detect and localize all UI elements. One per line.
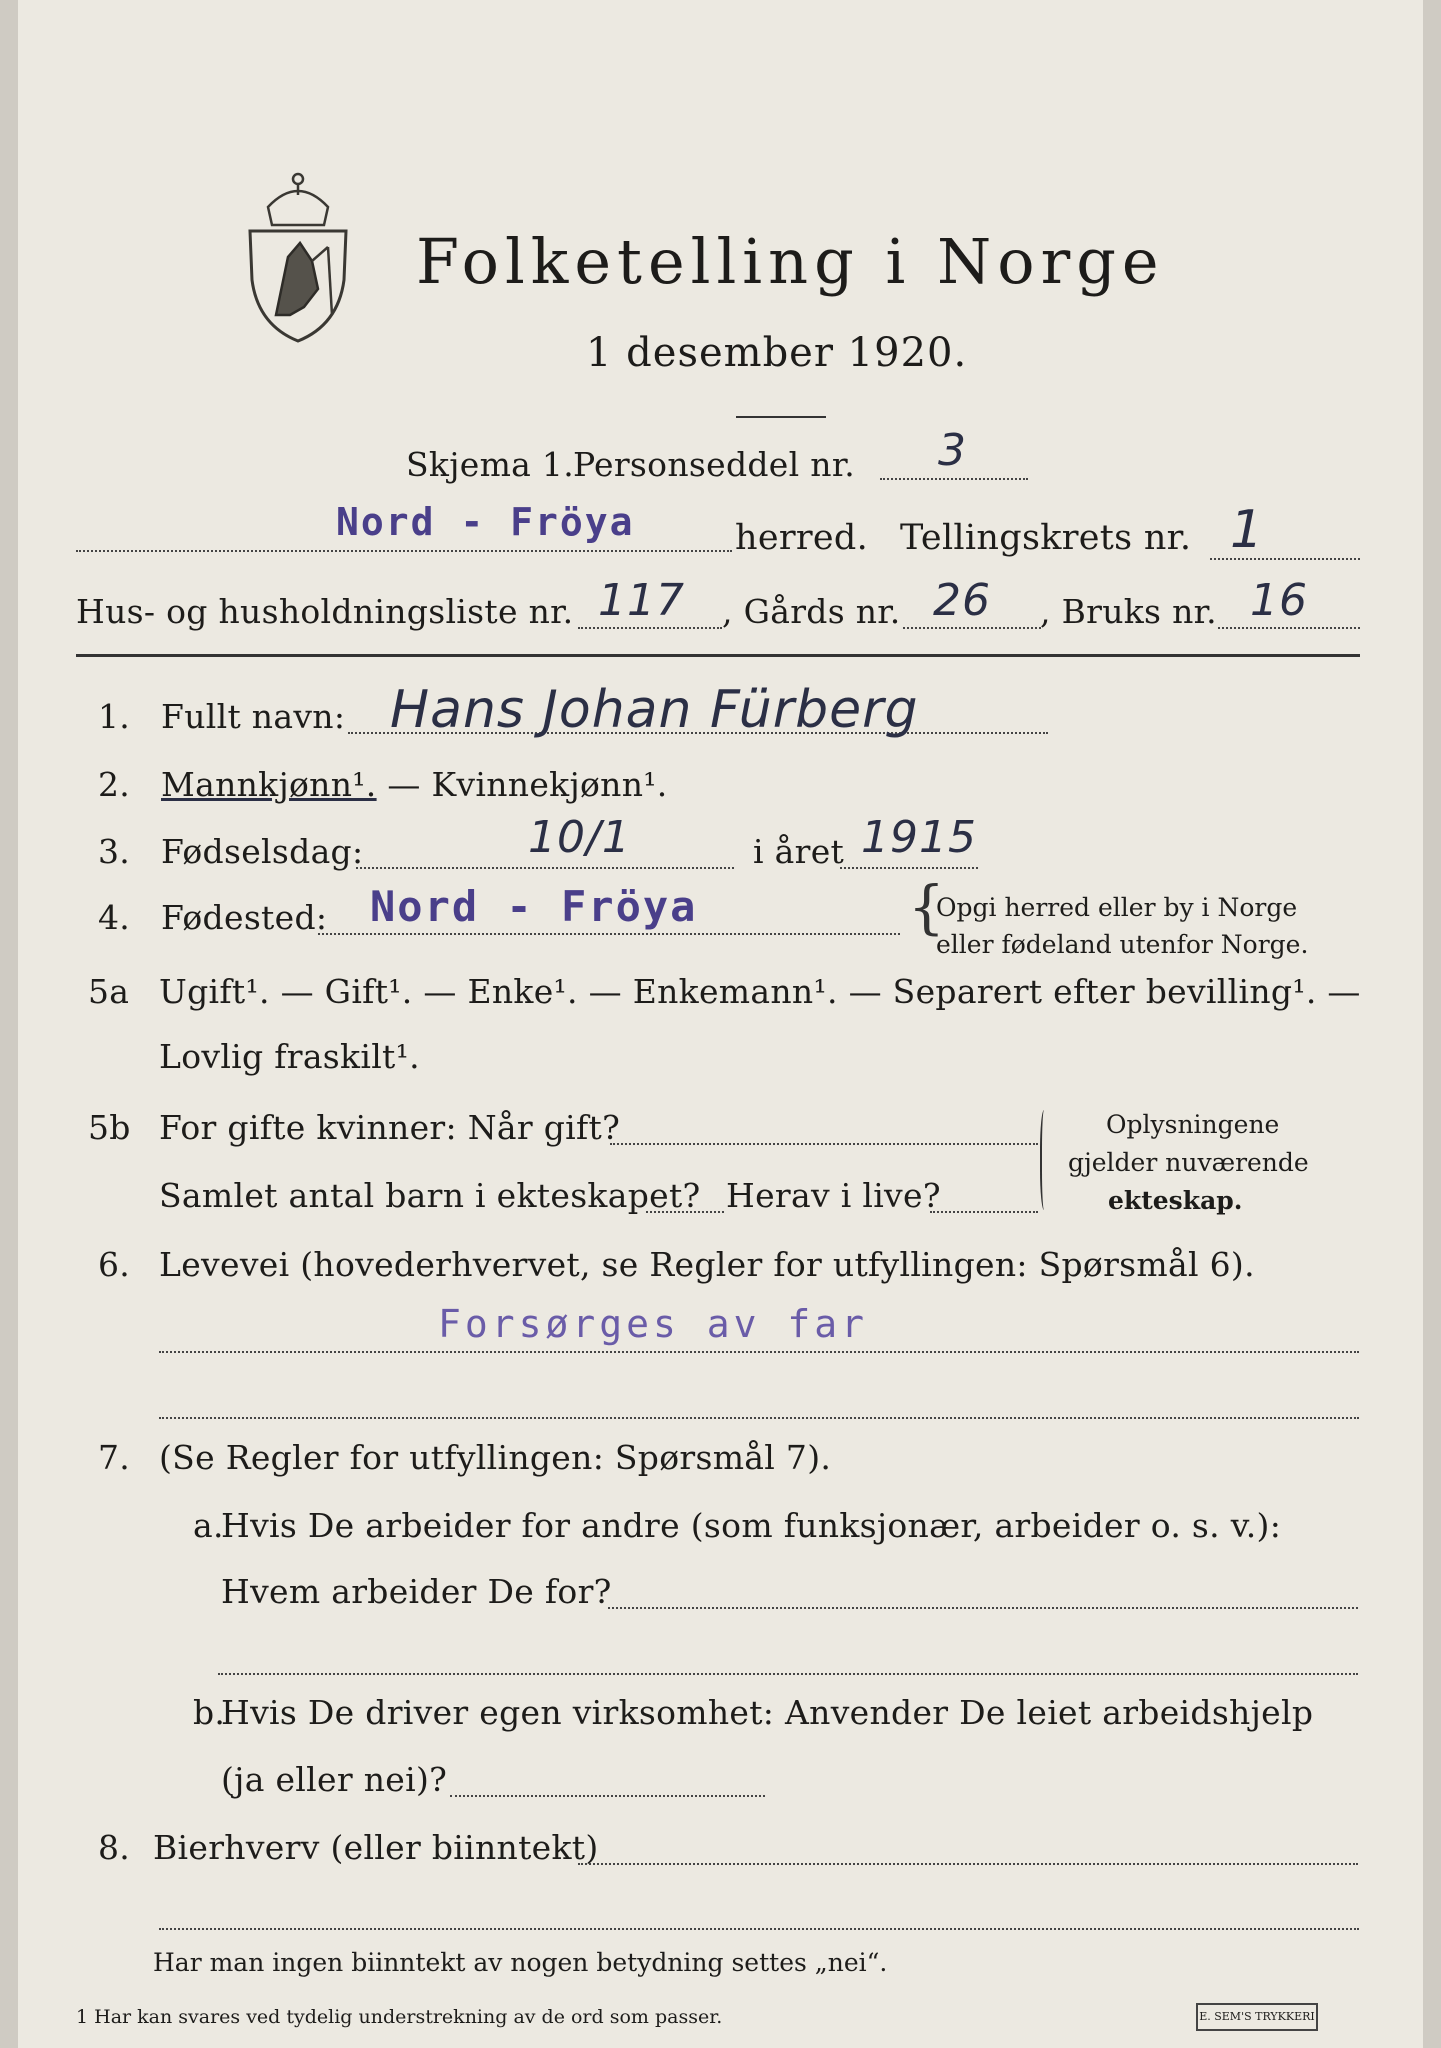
q4-number: 4. (98, 898, 131, 937)
q5b-number: 5b (88, 1108, 131, 1147)
divider (736, 416, 826, 418)
q6-label: Levevei (hovederhvervet, se Regler for utfyllingen: Spørsmål 6). (159, 1245, 1255, 1284)
bruks-line (1218, 627, 1360, 629)
birth-day-value[interactable]: 10/1 (528, 812, 631, 863)
q5b-note-line2: gjelder nuværende (1068, 1148, 1309, 1177)
personseddel-label: Personseddel nr. (573, 445, 856, 484)
q7b-number: b. (193, 1693, 226, 1732)
footnote: 1 Har kan svares ved tydelig understrekning av de ord som passer. (76, 2006, 723, 2028)
hus-line (578, 627, 722, 629)
census-date: 1 desember 1920. (586, 330, 968, 376)
hus-label: Hus- og husholdningsliste nr. (76, 592, 574, 631)
header-rule (76, 654, 1360, 657)
q5b-children-line (646, 1211, 724, 1213)
q5b-note-line3: ekteskap. (1108, 1186, 1243, 1215)
coat-of-arms-icon (238, 165, 358, 345)
q8-number: 8. (98, 1828, 131, 1867)
q5b-note-line1: Oplysningene (1106, 1110, 1280, 1139)
occupation-value[interactable]: Forsørges av far (438, 1302, 869, 1346)
q1-number: 1. (98, 697, 131, 736)
kvinnekjonn-option[interactable]: — Kvinnekjønn¹. (376, 765, 668, 804)
q3-year-line (840, 867, 978, 869)
q5a-number: 5a (88, 972, 130, 1011)
bruks-label: , Bruks nr. (1040, 592, 1217, 631)
q5b-married-line (610, 1143, 1038, 1145)
q4-line (318, 933, 900, 935)
hus-value[interactable]: 117 (598, 575, 685, 626)
q6-line1 (159, 1351, 1359, 1353)
gards-line (903, 627, 1041, 629)
q2-label (161, 765, 668, 804)
q5b-alive-line (930, 1211, 1038, 1213)
schema-label: Skjema 1. (406, 445, 575, 484)
q7a-employer-label: Hvem arbeider De for? (221, 1572, 612, 1611)
herred-label: herred. (735, 518, 869, 558)
q7a-line2 (218, 1673, 1358, 1675)
footer-note: Har man ingen biinntekt av nogen betydning settes „nei“. (153, 1948, 888, 1977)
birthplace-value[interactable]: Nord - Fröya (370, 882, 698, 931)
q3-year-label: i året (753, 832, 845, 871)
q6-number: 6. (98, 1245, 131, 1284)
q7a-employer-line (608, 1607, 1358, 1609)
q4-note-line2: eller fødeland utenfor Norge. (936, 930, 1309, 959)
herred-value[interactable]: Nord - Fröya (336, 500, 635, 544)
q7b-label: Hvis De driver egen virksomhet: Anvender De leiet arbeidshjelp (221, 1693, 1314, 1732)
q3-number: 3. (98, 832, 131, 871)
q2-number: 2. (98, 765, 131, 804)
birth-year-value[interactable]: 1915 (861, 812, 977, 863)
brace (1040, 1110, 1050, 1210)
tellingskrets-value[interactable]: 1 (1230, 500, 1265, 560)
q7-number: 7. (98, 1438, 131, 1477)
q3-label: Fødselsdag: (161, 832, 364, 871)
personseddel-value[interactable]: 3 (938, 425, 967, 476)
q8-line1 (578, 1863, 1358, 1865)
q4-note-line1: Opgi herred eller by i Norge (936, 893, 1298, 922)
printer-mark: E. SEM'S TRYKKERI (1196, 2003, 1318, 2031)
q7b-line (450, 1795, 765, 1797)
q3-day-line (356, 867, 734, 869)
q7a-label: Hvis De arbeider for andre (som funksjonær, arbeider o. s. v.): (221, 1506, 1282, 1545)
q8-label: Bierhverv (eller biinntekt) (153, 1828, 599, 1867)
q5b-alive-label: Herav i live? (726, 1176, 941, 1215)
mannkjonn-option[interactable]: Mannkjønn¹. (161, 765, 377, 804)
personseddel-line (880, 478, 1028, 480)
q7a-number: a. (193, 1506, 224, 1545)
q5b-children-label: Samlet antal barn i ekteskapet? (159, 1176, 701, 1215)
gards-label: , Gårds nr. (722, 592, 901, 631)
q4-label: Fødested: (161, 898, 328, 937)
herred-line (76, 550, 732, 552)
brace: { (908, 873, 945, 941)
q6-line2 (159, 1417, 1359, 1419)
full-name-value[interactable]: Hans Johan Fürberg (390, 680, 919, 740)
q5b-married-label: For gifte kvinner: Når gift? (159, 1108, 621, 1147)
q7-label: (Se Regler for utfyllingen: Spørsmål 7). (159, 1438, 832, 1477)
bruks-value[interactable]: 16 (1250, 575, 1308, 626)
q8-line2 (159, 1928, 1359, 1930)
census-form-page (18, 0, 1423, 2048)
q7b-ja-nei-label: (ja eller nei)? (221, 1760, 448, 1799)
page-title: Folketelling i Norge (416, 225, 1165, 298)
marital-status-options[interactable]: Ugift¹. — Gift¹. — Enke¹. — Enkemann¹. — Separert efter bevilling¹. — (159, 972, 1361, 1011)
gards-value[interactable]: 26 (933, 575, 991, 626)
lovlig-fraskilt-option[interactable]: Lovlig fraskilt¹. (159, 1037, 420, 1076)
tellingskrets-label: Tellingskrets nr. (900, 518, 1192, 558)
q1-label: Fullt navn: (161, 697, 346, 736)
